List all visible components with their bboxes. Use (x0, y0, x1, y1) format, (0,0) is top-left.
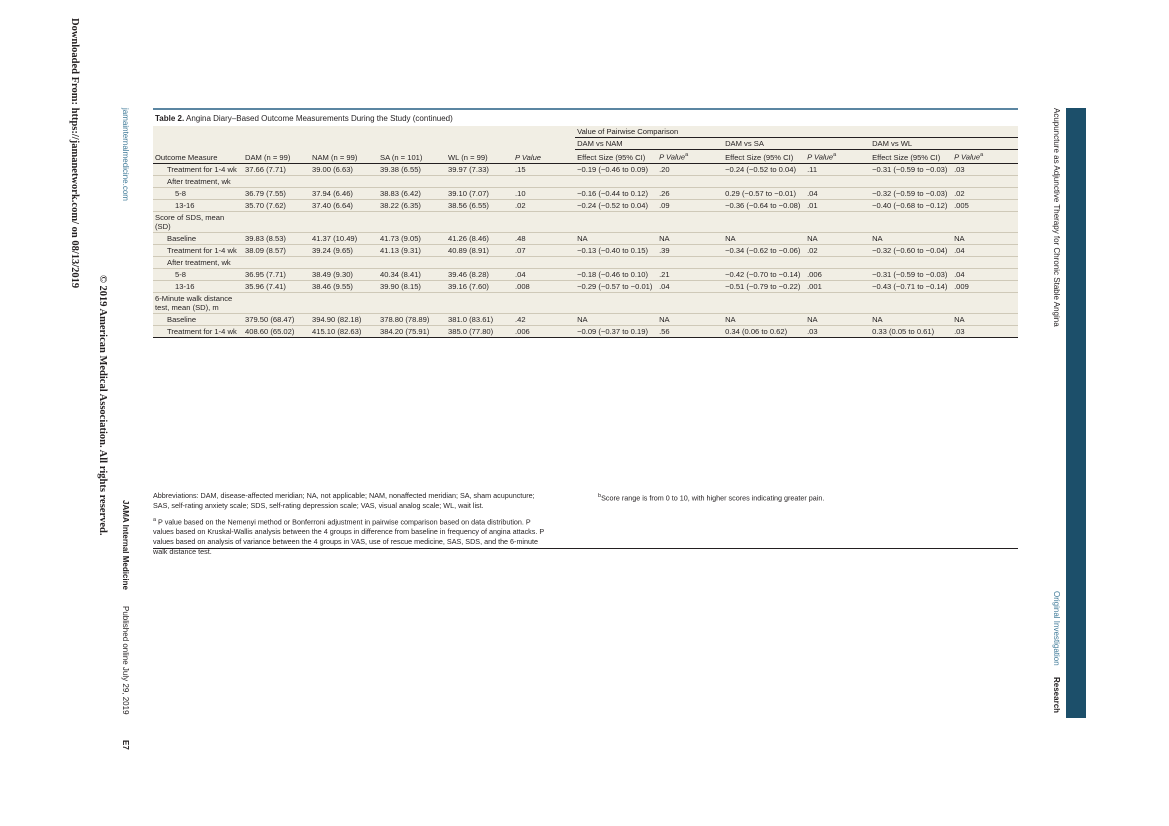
table-cell (243, 211, 310, 232)
row-label: After treatment, wk (153, 175, 243, 187)
table-cell (378, 175, 446, 187)
table-cell: 39.24 (9.65) (310, 244, 378, 256)
row-label: 13-16 (153, 280, 243, 292)
table-cell: 39.00 (6.63) (310, 163, 378, 175)
table-cell: .42 (513, 313, 575, 325)
table-cell: .009 (952, 280, 1018, 292)
table-body (153, 163, 1018, 337)
col-nam: NAM (n = 99) (310, 150, 378, 164)
col-pval-1: P Value$^a$ (657, 150, 723, 164)
table-cell: 36.79 (7.55) (243, 187, 310, 199)
table-cell: −0.19 (−0.46 to 0.09) (575, 163, 657, 175)
table-cell (723, 175, 805, 187)
table-cell: .03 (952, 325, 1018, 337)
comparison-header-1: DAM vs NAM (575, 138, 723, 150)
table-cell (952, 211, 1018, 232)
table-cell: .21 (657, 268, 723, 280)
table-row (153, 199, 1018, 211)
table-cell (378, 256, 446, 268)
table-cell (243, 256, 310, 268)
table-title: Table 2. Angina Diary–Based Outcome Measurements During the Study (continued) (155, 114, 453, 123)
table-cell: −0.42 (−0.70 to −0.14) (723, 268, 805, 280)
table-row (153, 313, 1018, 325)
table-cell: 384.20 (75.91) (378, 325, 446, 337)
table-cell (310, 292, 378, 313)
table-cell (575, 175, 657, 187)
table-row (153, 244, 1018, 256)
table-cell: .02 (805, 244, 870, 256)
footnote-rule (153, 548, 1018, 549)
copyright-notice: © 2019 American Medical Association. All rights reserved. (97, 275, 108, 536)
table-cell: .02 (513, 199, 575, 211)
table-cell: −0.09 (−0.37 to 0.19) (575, 325, 657, 337)
table-cell: .005 (952, 199, 1018, 211)
table-cell: .04 (952, 268, 1018, 280)
table-cell: −0.32 (−0.59 to −0.03) (870, 187, 952, 199)
running-title: Acupuncture as Adjunctive Therapy for Chronic Stable Angina (1052, 108, 1061, 327)
table-cell (805, 175, 870, 187)
table-cell: 40.34 (8.41) (378, 268, 446, 280)
table-cell: NA (870, 313, 952, 325)
table-cell: .56 (657, 325, 723, 337)
table-cell: 0.34 (0.06 to 0.62) (723, 325, 805, 337)
table-row (153, 268, 1018, 280)
table-cell: NA (575, 232, 657, 244)
journal-site[interactable]: jamainternalmedicine.com (121, 108, 130, 201)
table-row (153, 163, 1018, 175)
table-cell: .10 (513, 187, 575, 199)
table-cell (513, 175, 575, 187)
table-cell (805, 211, 870, 232)
table-cell (657, 256, 723, 268)
table-cell (310, 175, 378, 187)
table-cell: 39.97 (7.33) (446, 163, 513, 175)
table-cell: 0.29 (−0.57 to −0.01) (723, 187, 805, 199)
table-cell: .01 (805, 199, 870, 211)
table-cell: .006 (805, 268, 870, 280)
table-cell: −0.40 (−0.68 to −0.12) (870, 199, 952, 211)
table-cell: .04 (805, 187, 870, 199)
table-cell: NA (723, 313, 805, 325)
table-cell: 38.49 (9.30) (310, 268, 378, 280)
table-cell: 38.83 (6.42) (378, 187, 446, 199)
table-cell: NA (657, 313, 723, 325)
table-row (153, 280, 1018, 292)
table-cell: .03 (952, 163, 1018, 175)
table-cell (446, 292, 513, 313)
table-cell (657, 211, 723, 232)
table-cell: −0.32 (−0.60 to −0.04) (870, 244, 952, 256)
row-label: Treatment for 1-4 wk (153, 163, 243, 175)
table-cell: −0.24 (−0.52 to 0.04) (575, 199, 657, 211)
table-cell: −0.24 (−0.52 to 0.04) (723, 163, 805, 175)
row-label: 13-16 (153, 199, 243, 211)
table-cell: 39.46 (8.28) (446, 268, 513, 280)
table-cell (378, 292, 446, 313)
table-cell: .03 (805, 325, 870, 337)
footnote-abbreviations: Abbreviations: DAM, disease-affected meridian; NA, not applicable; NAM, nonaffected meridian; SA, sham acupuncture; SAS, self-rating anxiety scale; SDS, self-rating depression scale; VAS, visual analog scale; WL, wait list. (153, 491, 535, 510)
table-row (153, 232, 1018, 244)
outcome-table (153, 126, 1018, 338)
table-cell (870, 292, 952, 313)
table-cell (243, 292, 310, 313)
col-wl: WL (n = 99) (446, 150, 513, 164)
table-cell: −0.43 (−0.71 to −0.14) (870, 280, 952, 292)
table-cell: 35.96 (7.41) (243, 280, 310, 292)
table-cell: .001 (805, 280, 870, 292)
table-cell: 39.90 (8.15) (378, 280, 446, 292)
table-cell: 39.83 (8.53) (243, 232, 310, 244)
col-effect-1: Effect Size (95% CI) (575, 150, 657, 164)
col-pval-3: P Value$^a$ (952, 150, 1018, 164)
col-sa: SA (n = 101) (378, 150, 446, 164)
table-cell: .008 (513, 280, 575, 292)
table-cell: 0.33 (0.05 to 0.61) (870, 325, 952, 337)
table-cell: 381.0 (83.61) (446, 313, 513, 325)
table-cell: .26 (657, 187, 723, 199)
pairwise-group-header: Value of Pairwise Comparison (575, 126, 1018, 138)
table-cell: .04 (657, 280, 723, 292)
row-label: 6-Minute walk distance test, mean (SD), m (153, 292, 243, 313)
table-cell: 39.16 (7.60) (446, 280, 513, 292)
table-cell: 408.60 (65.02) (243, 325, 310, 337)
table-cell: .09 (657, 199, 723, 211)
row-label: Baseline (153, 232, 243, 244)
col-pvalue: P Value (513, 150, 575, 164)
table-cell: NA (805, 313, 870, 325)
row-label: 5-8 (153, 268, 243, 280)
table-cell: .07 (513, 244, 575, 256)
table-cell: −0.34 (−0.62 to −0.06) (723, 244, 805, 256)
comparison-header-3: DAM vs WL (870, 138, 1018, 150)
table-cell: .04 (513, 268, 575, 280)
table-container (153, 108, 1018, 338)
table-cell (870, 175, 952, 187)
row-label: Treatment for 1-4 wk (153, 244, 243, 256)
table-cell: 35.70 (7.62) (243, 199, 310, 211)
table-cell (870, 256, 952, 268)
table-cell (310, 256, 378, 268)
col-outcome: Outcome Measure (153, 150, 243, 164)
comparison-header-2: DAM vs SA (723, 138, 870, 150)
table-cell: −0.31 (−0.59 to −0.03) (870, 268, 952, 280)
journal-name: JAMA Internal Medicine (121, 500, 130, 590)
col-effect-2: Effect Size (95% CI) (723, 150, 805, 164)
footnote-a: $^a$ P value based on the Nemenyi method or Bonferroni adjustment in pairwise comparison based on data distribution. P values based on Kruskal-Wallis analysis between the 4 groups in difference from baseline in frequency of angina attacks. P values based on analysis of variance between the 4 groups in VAS, use of rescue medicine, SAS, SDS, and the 6-minute walk distance test. (153, 517, 545, 557)
col-pval-2: P Value$^a$ (805, 150, 870, 164)
table-cell (723, 292, 805, 313)
page-number: E7 (121, 740, 130, 750)
table-cell: 36.95 (7.71) (243, 268, 310, 280)
table-cell (723, 211, 805, 232)
table-cell (952, 175, 1018, 187)
table-cell: NA (870, 232, 952, 244)
table-cell (952, 292, 1018, 313)
row-label: Treatment for 1-4 wk (153, 325, 243, 337)
table-cell: −0.18 (−0.46 to 0.10) (575, 268, 657, 280)
table-cell: NA (805, 232, 870, 244)
download-notice: Downloaded From: https://jamanetwork.com/ on 08/13/2019 (69, 18, 80, 289)
table-cell: −0.31 (−0.59 to −0.03) (870, 163, 952, 175)
table-cell: −0.13 (−0.40 to 0.15) (575, 244, 657, 256)
table-cell (805, 256, 870, 268)
table-row (153, 256, 1018, 268)
table-cell: .15 (513, 163, 575, 175)
table-cell: 415.10 (82.63) (310, 325, 378, 337)
table-cell: 41.73 (9.05) (378, 232, 446, 244)
table-cell (446, 211, 513, 232)
table-cell: 39.38 (6.55) (378, 163, 446, 175)
footnote-b: $^b$Score range is from 0 to 10, with higher scores indicating greater pain. (598, 493, 825, 503)
table-cell: 41.37 (10.49) (310, 232, 378, 244)
table-cell: .48 (513, 232, 575, 244)
table-cell (657, 175, 723, 187)
table-cell: .006 (513, 325, 575, 337)
table-cell (513, 256, 575, 268)
table-cell: NA (952, 232, 1018, 244)
table-cell: 37.66 (7.71) (243, 163, 310, 175)
col-effect-3: Effect Size (95% CI) (870, 150, 952, 164)
table-row (153, 292, 1018, 313)
row-label: Baseline (153, 313, 243, 325)
table-cell (446, 175, 513, 187)
table-cell: 40.89 (8.91) (446, 244, 513, 256)
table-cell: .20 (657, 163, 723, 175)
table-cell: 378.80 (78.89) (378, 313, 446, 325)
table-row (153, 211, 1018, 232)
col-dam: DAM (n = 99) (243, 150, 310, 164)
table-cell: 37.40 (6.64) (310, 199, 378, 211)
section-label: Original Investigation (1052, 591, 1061, 666)
table-cell: 38.22 (6.35) (378, 199, 446, 211)
table-cell: 38.09 (8.57) (243, 244, 310, 256)
row-label: Score of SDS, mean (SD) (153, 211, 243, 232)
table-cell (575, 211, 657, 232)
table-cell: 41.26 (8.46) (446, 232, 513, 244)
row-label: 5-8 (153, 187, 243, 199)
table-cell: 37.94 (6.46) (310, 187, 378, 199)
section-color-bar (1066, 108, 1086, 718)
table-cell (657, 292, 723, 313)
table-cell (575, 256, 657, 268)
table-cell: 38.46 (9.55) (310, 280, 378, 292)
table-cell: 38.56 (6.55) (446, 199, 513, 211)
table-row (153, 175, 1018, 187)
table-cell: .39 (657, 244, 723, 256)
footnote-column-right (598, 491, 1018, 503)
table-row (153, 325, 1018, 337)
table-cell: −0.36 (−0.64 to −0.08) (723, 199, 805, 211)
table-cell: 379.50 (68.47) (243, 313, 310, 325)
table-cell: NA (657, 232, 723, 244)
table-cell (513, 292, 575, 313)
table-cell: 394.90 (82.18) (310, 313, 378, 325)
table-cell: −0.29 (−0.57 to −0.01) (575, 280, 657, 292)
table-cell: −0.16 (−0.44 to 0.12) (575, 187, 657, 199)
table-cell (243, 175, 310, 187)
table-cell: .04 (952, 244, 1018, 256)
table-cell (513, 211, 575, 232)
table-cell: −0.51 (−0.79 to −0.22) (723, 280, 805, 292)
table-cell: NA (575, 313, 657, 325)
table-cell (575, 292, 657, 313)
table-cell (723, 256, 805, 268)
publication-date: Published online July 29, 2019 (121, 606, 130, 715)
table-cell (870, 211, 952, 232)
table-cell (378, 211, 446, 232)
table-cell (310, 211, 378, 232)
table-cell: .02 (952, 187, 1018, 199)
row-label: After treatment, wk (153, 256, 243, 268)
table-row (153, 187, 1018, 199)
section-type: Research (1052, 677, 1061, 714)
table-cell: NA (723, 232, 805, 244)
table-cell (446, 256, 513, 268)
table-cell: .11 (805, 163, 870, 175)
table-cell: 385.0 (77.80) (446, 325, 513, 337)
table-cell (805, 292, 870, 313)
table-cell: 39.10 (7.07) (446, 187, 513, 199)
table-cell (952, 256, 1018, 268)
table-cell: NA (952, 313, 1018, 325)
table-cell: 41.13 (9.31) (378, 244, 446, 256)
